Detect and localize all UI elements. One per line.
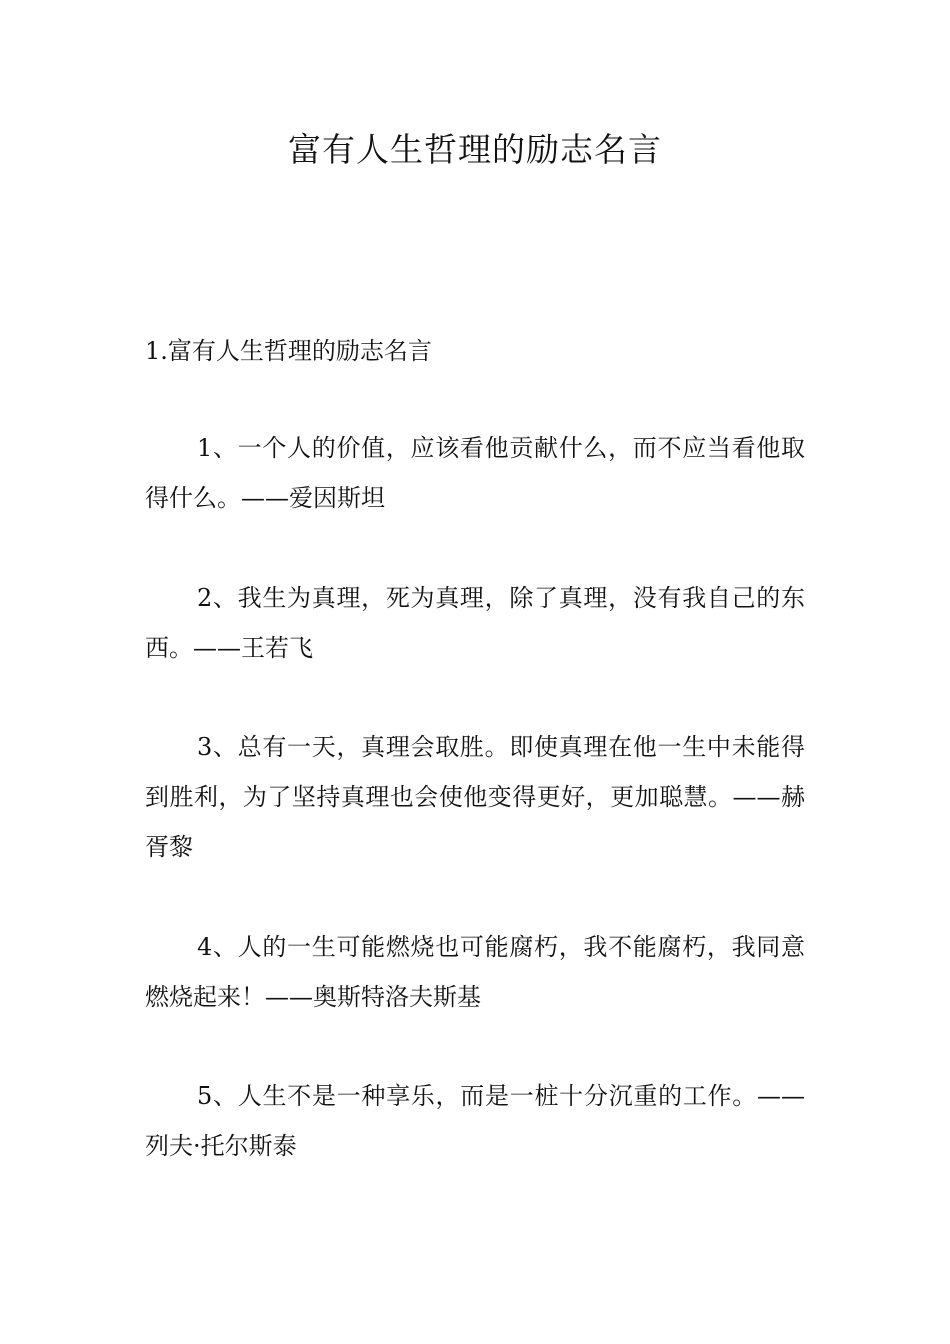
quote-paragraph: 3、总有一天，真理会取胜。即使真理在他一生中未能得到胜利，为了坚持真理也会使他变得更好，更加聪慧。——赫胥黎 xyxy=(145,733,805,861)
page-title: 富有人生哲理的励志名言 xyxy=(288,130,662,169)
quote-paragraph: 5、人生不是一种享乐，而是一桩十分沉重的工作。——列夫·托尔斯泰 xyxy=(145,1082,805,1160)
quote-paragraph: 2、我生为真理，死为真理，除了真理，没有我自己的东西。——王若飞 xyxy=(145,584,805,662)
quote-paragraph: 4、人的一生可能燃烧也可能腐朽，我不能腐朽，我同意燃烧起来！——奥斯特洛夫斯基 xyxy=(145,933,805,1011)
quote-paragraph: 1、一个人的价值，应该看他贡献什么，而不应当看他取得什么。——爱因斯坦 xyxy=(145,434,805,512)
section-heading: 1.富有人生哲理的励志名言 xyxy=(145,337,432,365)
